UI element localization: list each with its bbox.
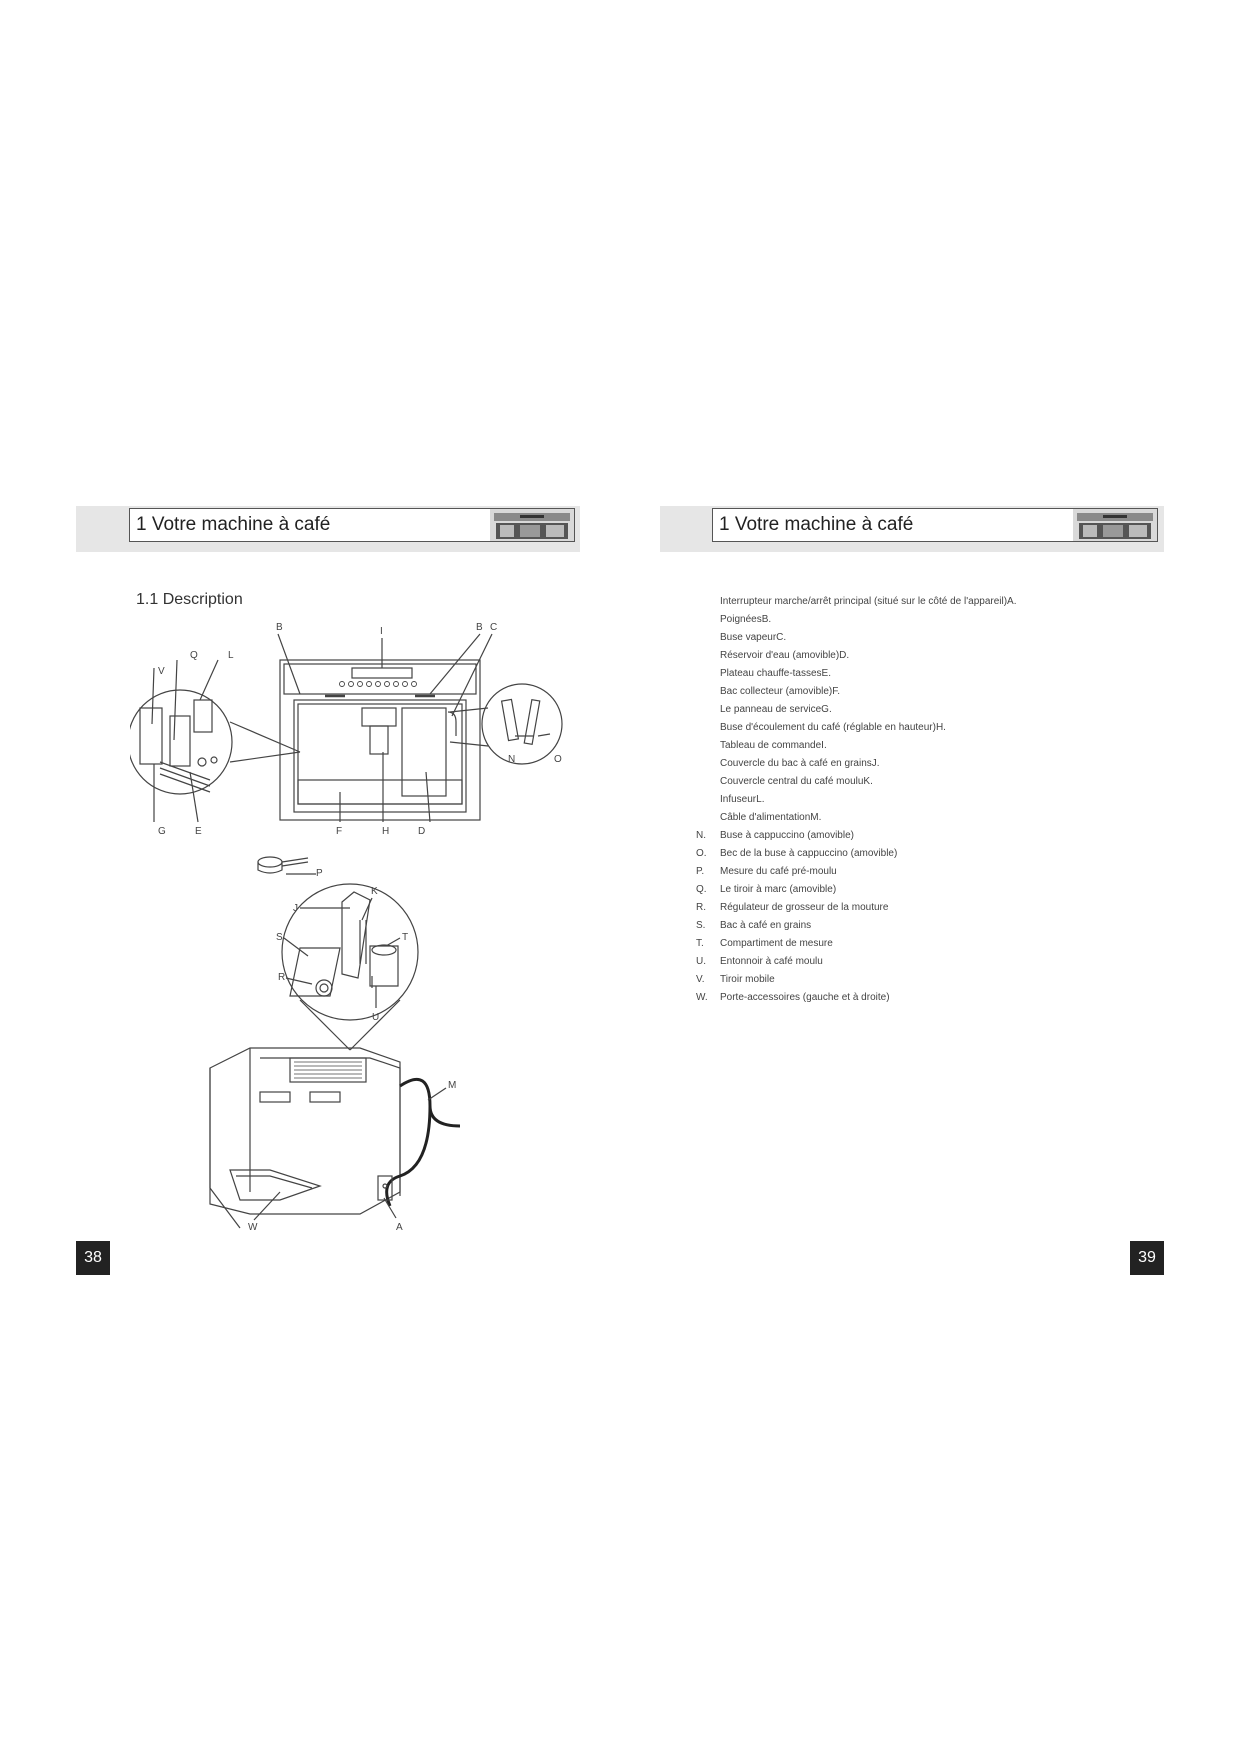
legend-text: Réservoir d'eau (amovible)D. (720, 650, 850, 661)
legend-item (720, 614, 1180, 632)
legend-letter: W. (696, 992, 708, 1003)
diagram-label-r: R (278, 972, 286, 983)
diagram-label-h: H (382, 826, 390, 837)
legend-item (696, 884, 1180, 902)
legend-text: Entonnoir à café moulu (720, 956, 823, 967)
diagram-label-m: M (448, 1080, 457, 1091)
machine-thumbnail-icon (1073, 509, 1157, 541)
section-title: 1.1 Description (136, 591, 243, 608)
left-page (0, 0, 620, 1754)
legend-text: Buse vapeurC. (720, 632, 787, 643)
legend-item (696, 848, 1180, 866)
diagram-label-e: E (195, 826, 202, 837)
legend-text: Tableau de commandeI. (720, 740, 827, 751)
legend-item (696, 902, 1180, 920)
legend-text: Le panneau de serviceG. (720, 704, 832, 715)
diagram-label-o: O (554, 754, 562, 765)
diagram-label-s: S (276, 932, 283, 943)
legend-text: Bac à café en grains (720, 920, 812, 931)
legend-text: Compartiment de mesure (720, 938, 833, 949)
page-title: 1 Votre machine à café (136, 514, 331, 535)
legend-item (696, 830, 1180, 848)
front-view-diagram (130, 612, 570, 852)
legend-letter: V. (696, 974, 705, 985)
legend-letter: N. (696, 830, 706, 841)
legend-text: Régulateur de grosseur de la mouture (720, 902, 889, 913)
legend-text: Couvercle central du café mouluK. (720, 776, 873, 787)
legend-item (696, 974, 1180, 992)
legend-letter: R. (696, 902, 706, 913)
legend-letter: U. (696, 956, 706, 967)
legend-letter: S. (696, 920, 706, 931)
legend-text: Buse d'écoulement du café (réglable en hauteur)H. (720, 722, 946, 733)
legend-letter: Q. (696, 884, 707, 895)
legend-text: InfuseurL. (720, 794, 765, 805)
legend-item (720, 812, 1180, 830)
header-box (712, 508, 1158, 542)
page-number: 38 (76, 1241, 110, 1275)
diagram-label-i: I (380, 626, 383, 637)
parts-legend (696, 596, 1180, 1010)
legend-item (720, 722, 1180, 740)
legend-item (720, 740, 1180, 758)
legend-text: Porte-accessoires (gauche et à droite) (720, 992, 890, 1003)
legend-text: Buse à cappuccino (amovible) (720, 830, 854, 841)
diagram-label-k: K (371, 886, 378, 897)
legend-item (720, 596, 1180, 614)
legend-letter: P. (696, 866, 705, 877)
diagram-label-v: V (158, 666, 165, 677)
diagram-label-a: A (396, 1222, 403, 1232)
diagram-label-f: F (336, 826, 343, 837)
legend-text: Câble d'alimentationM. (720, 812, 822, 823)
legend-text: Bac collecteur (amovible)F. (720, 686, 841, 697)
page-number: 39 (1130, 1241, 1164, 1275)
top-view-diagram (200, 880, 480, 1232)
legend-text: Couvercle du bac à café en grainsJ. (720, 758, 880, 769)
diagram-label-u: U (372, 1012, 380, 1023)
legend-text: Interrupteur marche/arrêt principal (situé sur le côté de l'appareil)A. (720, 596, 1017, 607)
page-title: 1 Votre machine à café (719, 514, 914, 535)
legend-item (720, 704, 1180, 722)
legend-item (696, 992, 1180, 1010)
legend-item (720, 632, 1180, 650)
machine-thumbnail-icon (490, 509, 574, 541)
diagram-label-c: C (490, 622, 498, 633)
diagram-label-q: Q (190, 650, 198, 661)
legend-item (720, 650, 1180, 668)
diagram-label-b2: B (476, 622, 483, 633)
header-box (129, 508, 575, 542)
legend-text: Le tiroir à marc (amovible) (720, 884, 837, 895)
diagram-label-b1: B (276, 622, 283, 633)
legend-item (696, 938, 1180, 956)
legend-item (720, 668, 1180, 686)
legend-letter: O. (696, 848, 707, 859)
legend-item (720, 758, 1180, 776)
diagram-label-w: W (248, 1222, 258, 1232)
diagram-label-l: L (228, 650, 234, 661)
diagram-label-g: G (158, 826, 166, 837)
legend-text: PoignéesB. (720, 614, 772, 625)
legend-text: Bec de la buse à cappuccino (amovible) (720, 848, 898, 859)
diagram-label-j: J (293, 903, 298, 914)
diagram-label-n: N (508, 754, 516, 765)
legend-item (696, 956, 1180, 974)
diagram-label-p: P (316, 868, 323, 879)
diagram-label-t: T (402, 932, 409, 943)
diagram-label-d: D (418, 826, 426, 837)
legend-item (720, 686, 1180, 704)
legend-text: Plateau chauffe-tassesE. (720, 668, 831, 679)
legend-item (720, 776, 1180, 794)
legend-text: Mesure du café pré-moulu (720, 866, 837, 877)
legend-item (696, 866, 1180, 884)
legend-item (696, 920, 1180, 938)
legend-text: Tiroir mobile (720, 974, 775, 985)
legend-item (720, 794, 1180, 812)
legend-letter: T. (696, 938, 704, 949)
